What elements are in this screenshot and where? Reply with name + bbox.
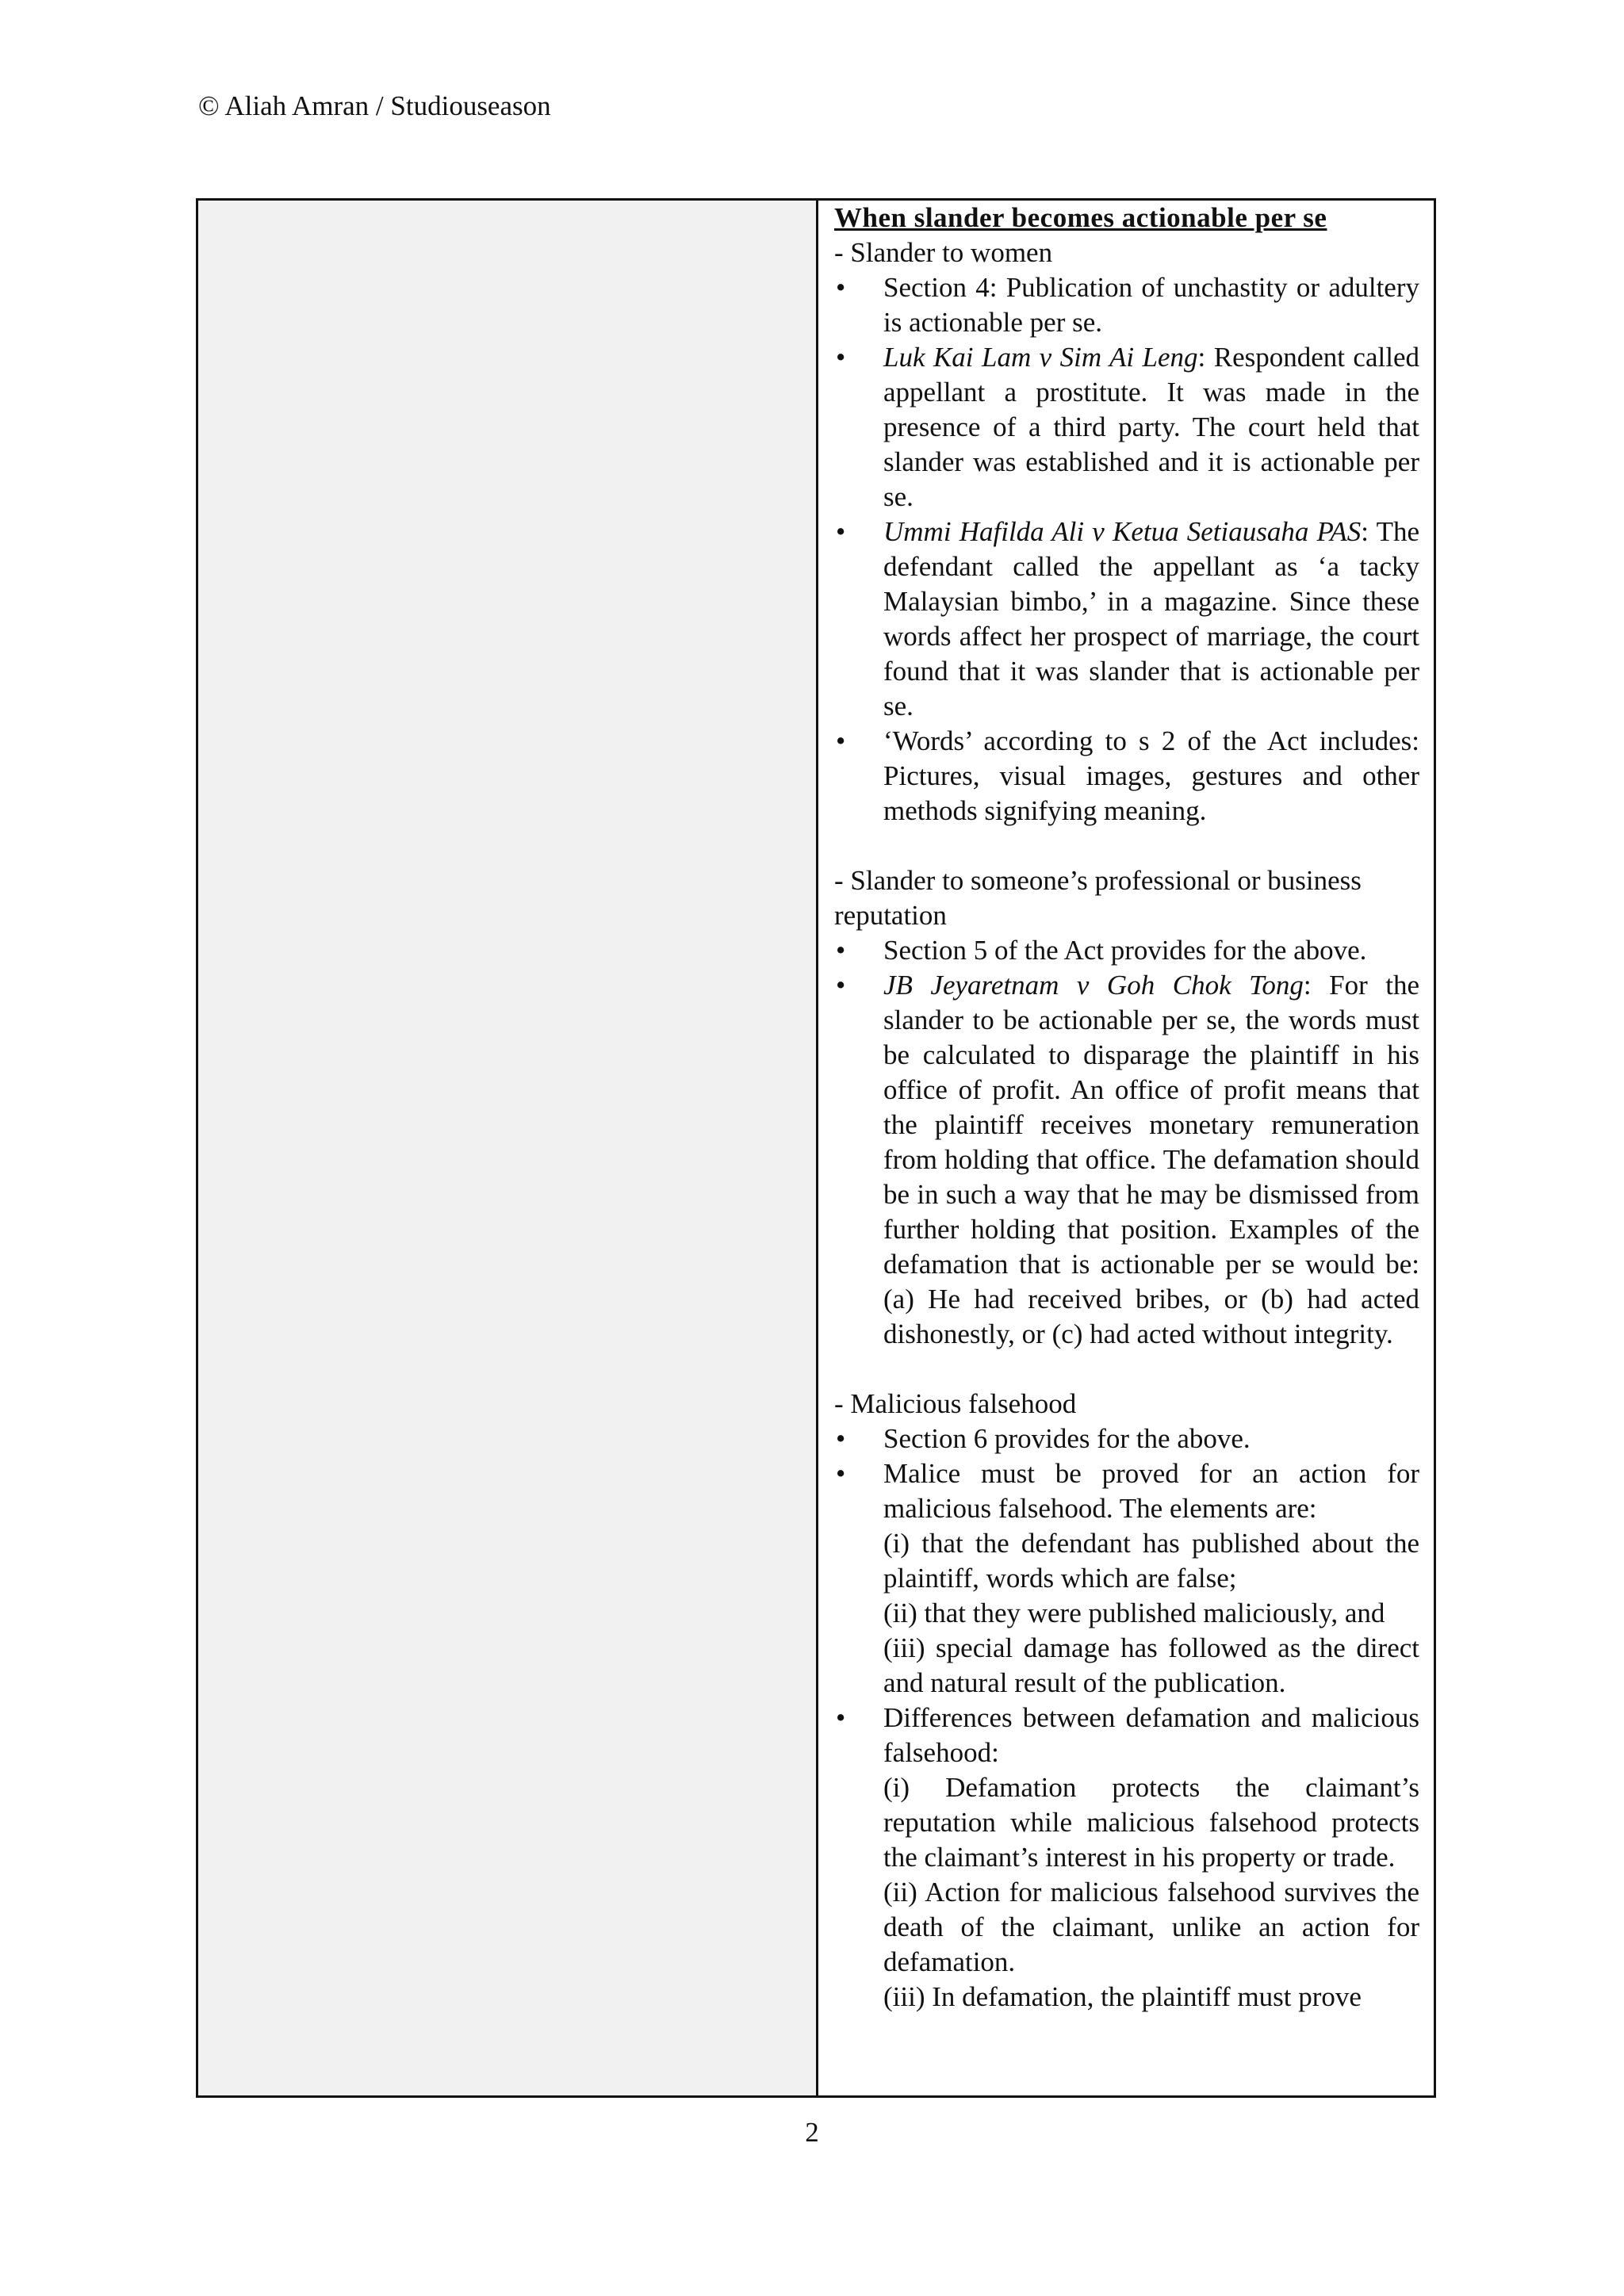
- list-item: [834, 1701, 1419, 2015]
- notes-table: [196, 198, 1436, 2098]
- bullet-text: ‘Words’ according to s 2 of the Act includes: Pictures, visual images, gestures and other methods signifying meaning.: [883, 725, 1419, 826]
- bullet-text: : For the slander to be actionable per se, the words must be calculated to disparage the plaintiff in his office of profit. An office of profit means that the plaintiff receives monetary remuneration from holding that office. The defamation should be in such a way that he may be dismissed from further holding that position. Examples of the defamation that is actionable per se would be: (a) He had received bribes, or (b) had acted dishonestly, or (c) had acted without integrity.: [883, 970, 1419, 1349]
- bullet-text: : The defendant called the appellant as ‘a tacky Malaysian bimbo,’ in a magazine. Since these words affect her prospect of marriage, the court found that it was slander that is actionable per se.: [883, 516, 1419, 721]
- paragraph-gap: [834, 1352, 1419, 1387]
- list-item: [834, 1456, 1419, 1701]
- list-item: [834, 1422, 1419, 1456]
- bullet-text: Malice must be proved for an action for malicious falsehood. The elements are:: [883, 1458, 1419, 1524]
- page-number: 2: [805, 2117, 819, 2148]
- case-name: JB Jeyaretnam v Goh Chok Tong: [883, 970, 1304, 1001]
- subsection-title: - Malicious falsehood: [834, 1388, 1077, 1419]
- bullet-icon: •: [836, 1702, 846, 1733]
- bullet-icon: •: [836, 1423, 846, 1454]
- bullet-list: [834, 933, 1419, 1352]
- bullet-icon: •: [836, 342, 846, 373]
- page-header: © Aliah Amran / Studiouseason: [198, 90, 551, 121]
- bullet-list: [834, 1422, 1419, 2015]
- bullet-text: Section 6 provides for the above.: [883, 1423, 1251, 1454]
- bullet-text: Section 4: Publication of unchastity or adultery is actionable per se.: [883, 272, 1419, 338]
- list-item: [834, 933, 1419, 968]
- bullet-subline: (iii) special damage has followed as the direct and natural result of the publication.: [883, 1632, 1419, 1698]
- bullet-icon: •: [836, 516, 846, 547]
- list-item: [834, 340, 1419, 515]
- paragraph-gap: [834, 828, 1419, 863]
- section-heading: When slander becomes actionable per se: [834, 202, 1327, 233]
- list-item: [834, 724, 1419, 828]
- bullet-icon: •: [836, 970, 846, 1001]
- bullet-text: : Respondent called appellant a prostitute. It was made in the presence of a third party. The court held that slander was established and it is actionable per se.: [883, 342, 1419, 512]
- case-name: Luk Kai Lam v Sim Ai Leng: [883, 342, 1198, 373]
- bullet-icon: •: [836, 935, 846, 966]
- list-item: [834, 968, 1419, 1352]
- left-column-cell: [198, 201, 818, 2095]
- subsection-title: - Slander to someone’s professional or business reputation: [834, 865, 1362, 931]
- sections-container: [834, 235, 1419, 2015]
- list-item: [834, 515, 1419, 724]
- case-name: Ummi Hafilda Ali v Ketua Setiausaha PAS: [883, 516, 1362, 547]
- bullet-text: Differences between defamation and malicious falsehood:: [883, 1702, 1419, 1768]
- bullet-subline: (ii) Action for malicious falsehood survives the death of the claimant, unlike an action for defamation.: [883, 1877, 1419, 1977]
- bullet-icon: •: [836, 1458, 846, 1489]
- list-item: [834, 270, 1419, 340]
- right-column-cell: [818, 201, 1434, 2095]
- bullet-icon: •: [836, 725, 846, 756]
- subsection-title: - Slander to women: [834, 237, 1053, 268]
- bullet-subline: (iii) In defamation, the plaintiff must prove: [883, 1981, 1362, 2012]
- bullet-subline: (i) that the defendant has published about the plaintiff, words which are false;: [883, 1528, 1419, 1594]
- bullet-subline: (i) Defamation protects the claimant’s reputation while malicious falsehood protects the claimant’s interest in his property or trade.: [883, 1772, 1419, 1873]
- bullet-subline: (ii) that they were published maliciously, and: [883, 1598, 1385, 1628]
- bullet-list: [834, 270, 1419, 828]
- bullet-text: Section 5 of the Act provides for the above.: [883, 935, 1367, 966]
- bullet-icon: •: [836, 272, 846, 303]
